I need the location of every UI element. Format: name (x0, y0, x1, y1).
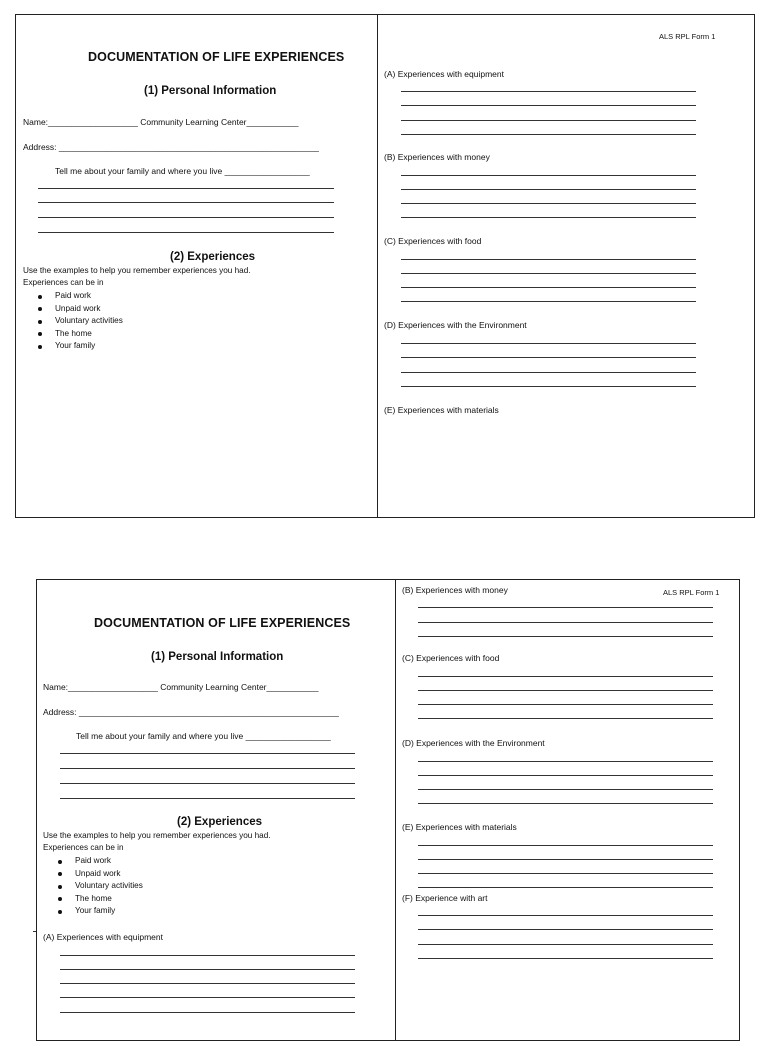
answer-line[interactable] (418, 915, 713, 916)
answer-line[interactable] (418, 845, 713, 846)
bullet-icon (38, 295, 42, 299)
section-materials-label: (E) Experiences with materials (384, 405, 499, 415)
list-item (43, 880, 143, 893)
section-food-label: (C) Experiences with food (402, 653, 500, 663)
bullet-icon (58, 872, 62, 876)
example-label: Unpaid work (75, 868, 121, 878)
answer-line[interactable] (401, 203, 696, 204)
answer-line[interactable] (418, 803, 713, 804)
example-label: Unpaid work (55, 303, 101, 313)
answer-line[interactable] (401, 217, 696, 218)
answer-line[interactable] (418, 944, 713, 945)
section-equipment-label: (A) Experiences with equipment (43, 932, 164, 942)
address-field[interactable]: Address: _______________________________________________________ (23, 142, 319, 152)
experiences-intro: Experiences can be in (43, 843, 124, 852)
answer-line[interactable] (401, 343, 696, 344)
example-label: Paid work (75, 856, 111, 865)
answer-line[interactable] (60, 955, 355, 956)
list-item (43, 855, 143, 868)
bullet-icon (58, 897, 62, 901)
section-food-label: (C) Experiences with food (384, 236, 482, 246)
family-answer-line[interactable] (38, 188, 334, 189)
list-item (23, 303, 123, 316)
list-item (43, 868, 143, 881)
answer-line[interactable] (418, 789, 713, 790)
answer-line[interactable] (401, 189, 696, 190)
answer-line[interactable] (401, 91, 696, 92)
answer-line[interactable] (418, 622, 713, 623)
family-prompt[interactable]: Tell me about your family and where you live __________________ (55, 166, 310, 176)
example-label: The home (55, 328, 92, 338)
form-page-1 (15, 14, 755, 518)
experiences-heading: (2) Experiences (170, 251, 256, 263)
experiences-instruction: Use the examples to help you remember experiences you had. (23, 266, 251, 275)
answer-line[interactable] (60, 1012, 355, 1013)
personal-info-heading: (1) Personal Information (151, 651, 284, 663)
family-prompt[interactable]: Tell me about your family and where you live __________________ (76, 731, 331, 741)
answer-line[interactable] (418, 929, 713, 930)
name-field[interactable]: Name:___________________ Community Learning Center___________ (43, 682, 319, 692)
list-item (23, 290, 123, 303)
example-list (43, 855, 143, 918)
answer-line[interactable] (60, 983, 355, 984)
answer-line[interactable] (401, 273, 696, 274)
answer-line[interactable] (401, 259, 696, 260)
family-answer-line[interactable] (38, 217, 334, 218)
bullet-icon (38, 345, 42, 349)
name-field[interactable]: Name:___________________ Community Learning Center___________ (23, 117, 299, 127)
answer-line[interactable] (401, 120, 696, 121)
personal-info-heading: (1) Personal Information (144, 85, 277, 97)
experiences-heading: (2) Experiences (177, 816, 263, 828)
family-answer-line[interactable] (60, 768, 355, 769)
bullet-icon (58, 885, 62, 889)
example-label: Voluntary activities (55, 316, 123, 326)
answer-line[interactable] (418, 676, 713, 677)
example-label: The home (75, 893, 112, 903)
list-item (23, 340, 123, 353)
form-number: ALS RPL Form 1 (663, 588, 720, 597)
section-art-label: (F) Experience with art (402, 893, 488, 903)
answer-line[interactable] (401, 134, 696, 135)
bullet-icon (58, 910, 62, 914)
list-item (23, 315, 123, 328)
list-item (23, 328, 123, 341)
example-label: Your family (75, 906, 116, 916)
answer-line[interactable] (418, 704, 713, 705)
section-environment-label: (D) Experiences with the Environment (384, 320, 527, 330)
answer-line[interactable] (60, 969, 355, 970)
form-number: ALS RPL Form 1 (659, 32, 716, 41)
example-list (23, 290, 123, 353)
example-label: Voluntary activities (75, 881, 143, 891)
answer-line[interactable] (418, 873, 713, 874)
answer-line[interactable] (401, 372, 696, 373)
answer-line[interactable] (418, 636, 713, 637)
family-answer-line[interactable] (60, 783, 355, 784)
document-title: DOCUMENTATION OF LIFE EXPERIENCES (88, 50, 345, 64)
bullet-icon (38, 320, 42, 324)
answer-line[interactable] (401, 105, 696, 106)
answer-line[interactable] (418, 690, 713, 691)
list-item (43, 905, 143, 918)
answer-line[interactable] (401, 301, 696, 302)
answer-line[interactable] (418, 761, 713, 762)
form-page-2 (36, 579, 740, 1041)
answer-line[interactable] (401, 287, 696, 288)
answer-line[interactable] (401, 357, 696, 358)
section-money-label: (B) Experiences with money (384, 152, 490, 162)
bullet-icon (38, 332, 42, 336)
margin-mark (33, 931, 36, 932)
bullet-icon (58, 860, 62, 864)
answer-line[interactable] (418, 775, 713, 776)
section-equipment-label: (A) Experiences with equipment (384, 69, 505, 79)
section-environment-label: (D) Experiences with the Environment (402, 738, 545, 748)
section-materials-label: (E) Experiences with materials (402, 822, 517, 832)
document-title: DOCUMENTATION OF LIFE EXPERIENCES (94, 616, 351, 630)
bullet-icon (38, 307, 42, 311)
answer-line[interactable] (418, 718, 713, 719)
column-divider (377, 15, 378, 517)
family-answer-line[interactable] (60, 753, 355, 754)
example-label: Paid work (55, 291, 91, 300)
answer-line[interactable] (418, 887, 713, 888)
address-field[interactable]: Address: _______________________________________________________ (43, 707, 339, 717)
answer-line[interactable] (418, 958, 713, 959)
answer-line[interactable] (401, 386, 696, 387)
family-answer-line[interactable] (38, 202, 334, 203)
column-divider (395, 580, 396, 1040)
answer-line[interactable] (418, 859, 713, 860)
answer-line[interactable] (401, 175, 696, 176)
list-item (43, 893, 143, 906)
answer-line[interactable] (60, 997, 355, 998)
experiences-instruction: Use the examples to help you remember experiences you had. (43, 831, 271, 840)
section-money-label: (B) Experiences with money (402, 585, 508, 595)
example-label: Your family (55, 341, 96, 351)
family-answer-line[interactable] (60, 798, 355, 799)
answer-line[interactable] (418, 607, 713, 608)
experiences-intro: Experiences can be in (23, 278, 104, 287)
family-answer-line[interactable] (38, 232, 334, 233)
